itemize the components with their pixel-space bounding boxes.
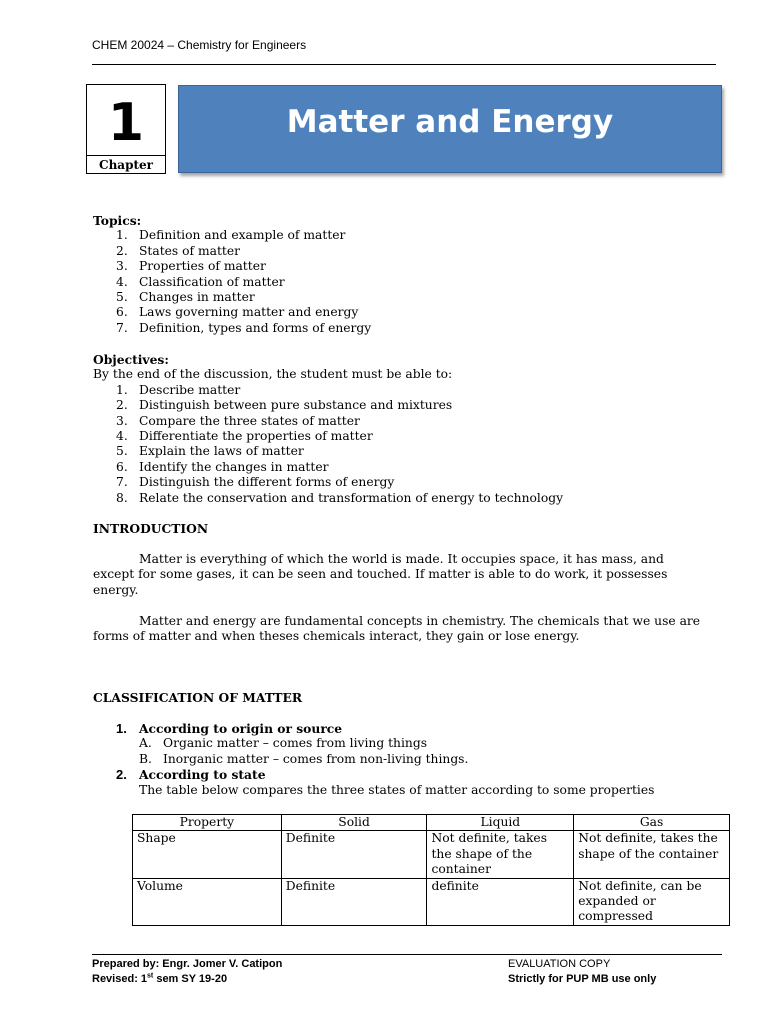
column-header: Gas [574,815,730,831]
table-header-row [133,815,730,831]
table-cell: Not definite, can be expanded or compressed [574,878,730,925]
course-header: CHEM 20024 – Chemistry for Engineers [92,38,307,52]
list-item: 2. States of matter [116,243,241,258]
evaluation-label: EVALUATION COPY [508,958,611,970]
list-item: 3. Properties of matter [116,259,266,274]
footer-author [92,957,282,987]
restriction-label: Strictly for PUP MB use only [508,973,657,985]
list-item: 1. Definition and example of matter [116,228,346,243]
chapter-title: Matter and Energy [286,104,614,140]
objectives-section [93,352,733,506]
footer-rule [92,954,722,955]
table-cell: Not definite, takes the shape of the container [427,831,574,878]
list-item: 7. Distinguish the different forms of energy [116,475,395,490]
revised-date: Revised: 1st sem SY 19-20 [92,972,228,985]
list-item: 2. Distinguish between pure substance and mixtures [116,398,453,413]
list-item: B. Inorganic matter – comes from non-living things. [139,751,469,766]
prepared-by: Prepared by: Engr. Jomer V. Catipon [92,958,283,970]
list-item: 6. Identify the changes in matter [116,459,329,474]
objectives-list [93,383,733,506]
list-item: 5. Explain the laws of matter [116,444,304,459]
list-item: 8. Relate the conservation and transformation of energy to technology [116,490,564,505]
list-item: 4. Differentiate the properties of matter [116,429,373,444]
column-header: Solid [281,815,427,831]
list-item: 5. Changes in matter [116,290,255,305]
topics-section [93,213,733,336]
chapter-label: Chapter [99,158,153,172]
list-item: A. Organic matter – comes from living things [139,736,427,751]
table-cell: Definite [281,831,427,878]
classification-heading: CLASSIFICATION OF MATTER [93,690,303,705]
topics-heading: Topics: [93,213,142,228]
list-item: 4. Classification of matter [116,274,285,289]
table-row [133,831,730,878]
introduction-heading: INTRODUCTION [93,521,209,536]
objectives-heading: Objectives: [93,352,169,367]
table-cell: Volume [133,878,282,925]
list-item: 1. Describe matter [116,382,241,397]
classification-item-origin: 1. According to origin or source [116,721,343,736]
table-cell: Definite [281,878,427,925]
chapter-box [86,84,166,174]
list-item: 6. Laws governing matter and energy [116,305,359,320]
topics-list [93,228,733,336]
chapter-divider [87,155,165,156]
states-of-matter-table [132,814,730,926]
column-header: Property [133,815,282,831]
table-row [133,878,730,925]
header-rule [92,64,716,65]
list-item: 7. Definition, types and forms of energy [116,320,372,335]
table-cell: definite [427,878,574,925]
list-item: 3. Compare the three states of matter [116,413,360,428]
footer-notice [508,957,656,987]
chapter-number: 1 [107,93,145,153]
title-banner [178,85,722,173]
introduction-paragraph-2: Matter and energy are fundamental concepts in chemistry. The chemicals that we use are forms of matter and when theses chemicals interact, they gain or lose energy. [93,614,701,644]
column-header: Liquid [427,815,574,831]
state-table-description: The table below compares the three states of matter according to some properties [139,782,655,797]
objectives-intro: By the end of the discussion, the student must be able to: [93,367,453,382]
table-cell: Not definite, takes the shape of the container [574,831,730,878]
classification-list [93,721,713,798]
classification-item-state: 2. According to state [116,767,266,783]
table-cell: Shape [133,831,282,878]
introduction-paragraph-1: Matter is everything of which the world is made. It occupies space, it has mass, and except for some gases, it can be seen and touched. If matter is able to do work, it possesses energy. [93,552,668,597]
